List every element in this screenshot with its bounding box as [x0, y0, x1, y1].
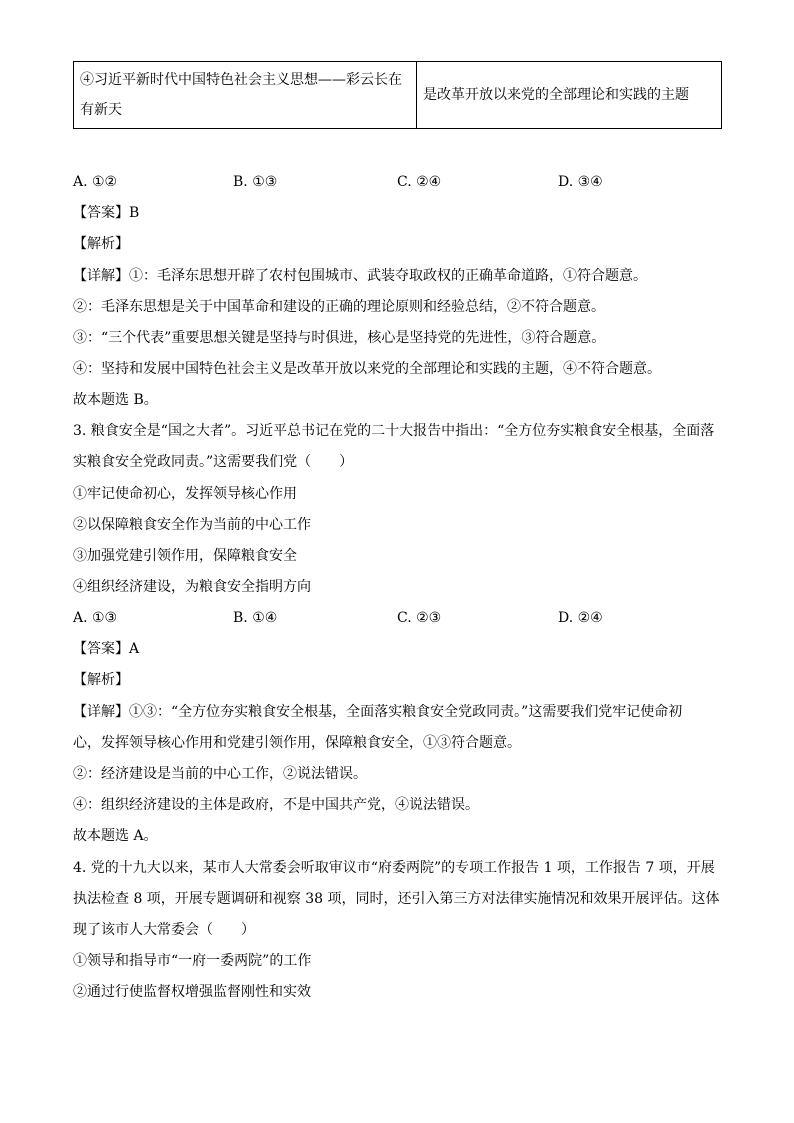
detail-tag: 【详解】: [73, 268, 129, 284]
q4-stem-line: 4. 党的十九大以来，某市人大常委会听取审议市“府委两院”的专项工作报告 1 项，工作报告 7 项，开展: [73, 860, 715, 876]
q4-choice: ①领导和指导市“一府一委两院”的工作: [73, 953, 312, 969]
q4-stem-line: 执法检查 8 项，开展专题调研和视察 38 项，同时，还引入第三方对法律实施情况和效果开展评估。这体: [73, 891, 720, 907]
table-row: [74, 62, 722, 129]
q3-line: ②：经济建设是当前的中心工作，②说法错误。: [73, 766, 367, 782]
analysis-tag: 【解析】: [73, 236, 129, 252]
q4-choice: ②通过行使监督权增强监督刚性和实效: [73, 984, 311, 1000]
q3-choice: ①牢记使命初心，发挥领导核心作用: [73, 486, 297, 502]
q2-conclusion: 故本题选 B。: [73, 392, 158, 408]
detail-text: ①：毛泽东思想开辟了农村包围城市、武装夺取政权的正确革命道路，①符合题意。: [129, 268, 647, 284]
q2-analysis-tag: [73, 232, 129, 256]
q3-analysis-tag: [73, 668, 129, 692]
table-cell-right: 是改革开放以来党的全部理论和实践的主题: [417, 62, 722, 129]
q2-line: ②：毛泽东思想是关于中国革命和建设的正确的理论原则和经验总结，②不符合题意。: [73, 299, 605, 315]
analysis-tag: 【解析】: [73, 672, 129, 688]
q4-stem-line: 现了该市人大常委会（ ）: [73, 922, 255, 938]
detail-tag: 【详解】: [73, 704, 129, 720]
q3-choice: ②以保障粮食安全作为当前的中心工作: [73, 517, 311, 533]
q3-choice: ④组织经济建设，为粮食安全指明方向: [73, 579, 311, 595]
option-a: A. ①②: [73, 174, 118, 190]
q2-line: ③：“三个代表”重要思想关键是坚持与时俱进，核心是坚持党的先进性，③符合题意。: [73, 330, 606, 346]
answer-value: B: [129, 205, 140, 221]
q3-conclusion: 故本题选 A。: [73, 828, 158, 844]
q3-line: 心，发挥领导核心作用和党建引领作用，保障粮食安全，①③符合题意。: [73, 735, 521, 751]
table-cell-left: ④习近平新时代中国特色社会主义思想——彩云长在有新天: [74, 62, 417, 129]
answer-tag: 【答案】: [73, 205, 129, 221]
option-c: C. ②③: [397, 610, 442, 626]
comparison-table: [73, 61, 722, 129]
q2-detail-line: [73, 264, 647, 288]
q3-options: [73, 606, 733, 630]
q2-line: ④：坚持和发展中国特色社会主义是改革开放以来党的全部理论和实践的主题，④不符合题意。: [73, 361, 661, 377]
q3-stem-line: 实粮食安全党政同责。”这需要我们党（ ）: [73, 454, 354, 470]
option-b: B. ①③: [233, 174, 278, 190]
detail-text: ①③：“全方位夯实粮食安全根基，全面落实粮食安全党政同责。”这需要我们党牢记使命初: [129, 704, 683, 720]
answer-value: A: [129, 641, 140, 657]
q2-options: [73, 170, 733, 194]
q3-detail-line: [73, 700, 682, 724]
q3-choice: ③加强党建引领作用，保障粮食安全: [73, 548, 297, 564]
option-d: D. ②④: [558, 610, 603, 626]
q3-line: ④：组织经济建设的主体是政府，不是中国共产党，④说法错误。: [73, 797, 479, 813]
q2-answer: [73, 201, 139, 225]
option-c: C. ②④: [397, 174, 442, 190]
q3-answer: [73, 637, 139, 661]
option-b: B. ①④: [233, 610, 278, 626]
q3-stem-line: 3. 粮食安全是“国之大者”。习近平总书记在党的二十大报告中指出：“全方位夯实粮食安全根基，全面落: [73, 423, 715, 439]
option-d: D. ③④: [558, 174, 603, 190]
option-a: A. ①③: [73, 610, 118, 626]
answer-tag: 【答案】: [73, 641, 129, 657]
